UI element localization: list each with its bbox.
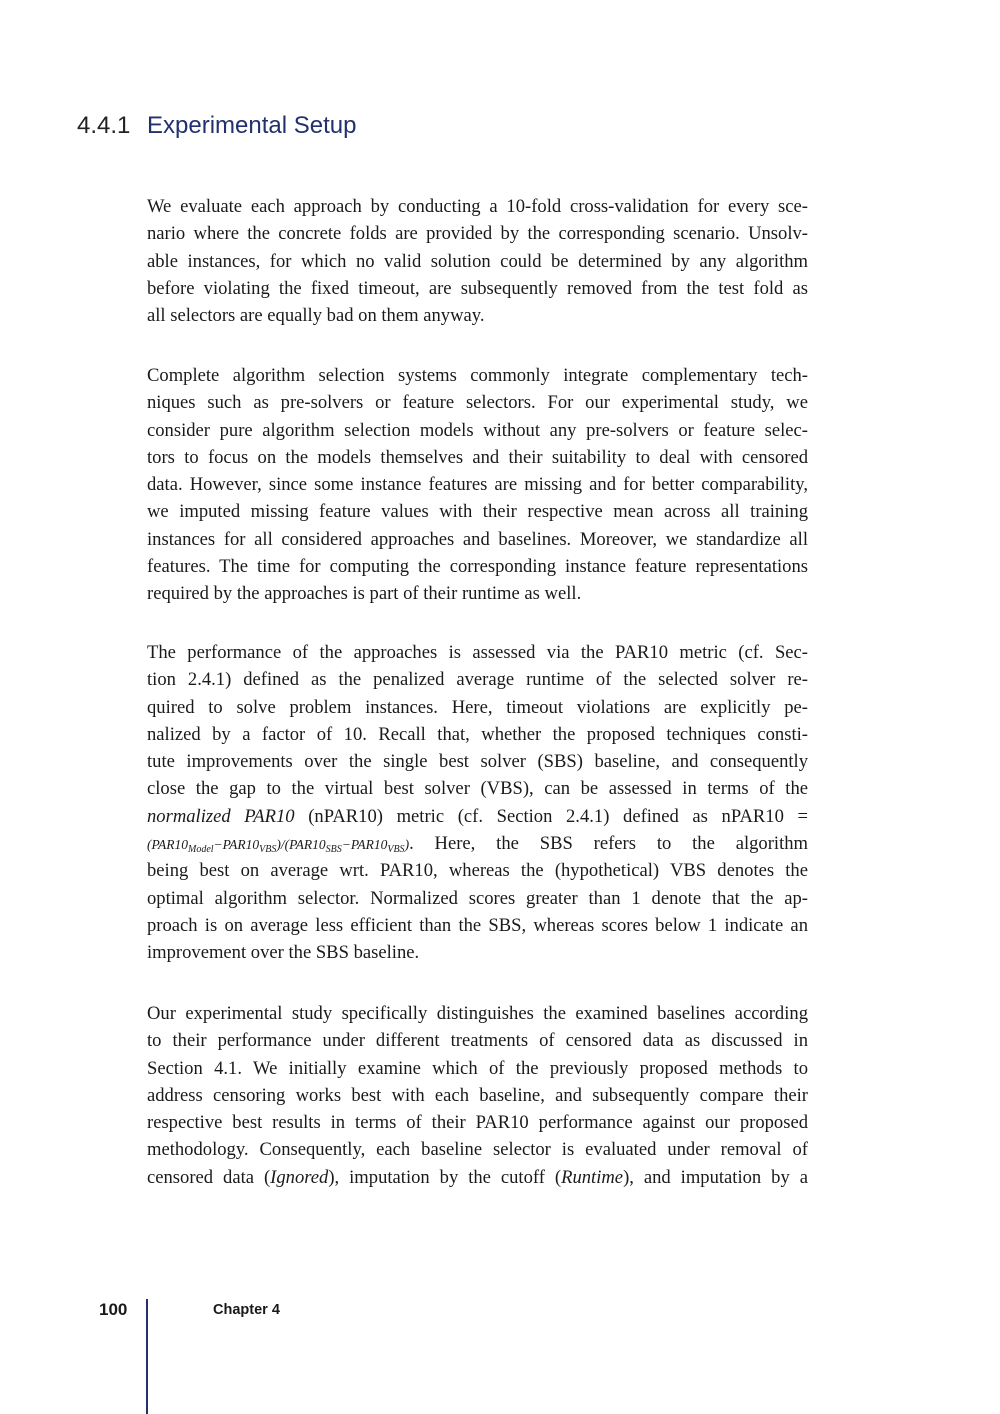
text-segment: before violating the fixed timeout, are subsequently removed from the test fold as (147, 277, 808, 299)
text-line (147, 1082, 808, 1109)
text-line (147, 248, 808, 275)
text-segment: instances for all considered approaches and baselines. Moreover, we standardize all (147, 528, 808, 550)
paragraph (147, 362, 808, 608)
chapter-label: Chapter 4 (213, 1302, 280, 1318)
text-segment: Our experimental study specifically distinguishes the examined baselines according (147, 1003, 808, 1024)
formula (147, 837, 410, 856)
text-segment: Complete algorithm selection systems commonly integrate complementary tech- (147, 365, 808, 386)
text-segment: address censoring works best with each baseline, and subsequently compare their (147, 1084, 808, 1106)
subscript: SBS (325, 844, 342, 856)
text-segment: able instances, for which no valid solution could be determined by any algorithm (147, 250, 808, 272)
text-line (147, 498, 808, 525)
text-line (147, 1136, 808, 1163)
text-line (147, 1000, 808, 1027)
text-line (147, 417, 808, 444)
text-line (147, 580, 808, 607)
text-segment: to their performance under different treatments of censored data as discussed in (147, 1030, 808, 1052)
text-line (147, 885, 808, 912)
text-segment: nalized by a factor of 10. Recall that, whether the proposed techniques consti- (147, 723, 808, 745)
paragraph (147, 1000, 808, 1191)
subscript: VBS (387, 844, 405, 856)
text-line (147, 444, 808, 471)
text-segment: tion 2.4.1) defined as the penalized average runtime of the selected solver re- (147, 669, 808, 691)
emphasis-text: normalized PAR10 (147, 805, 295, 827)
text-line (147, 526, 808, 553)
text-segment: required by the approaches is part of their runtime as well. (147, 583, 582, 605)
text-line (147, 748, 808, 775)
text-segment: −PAR10 (213, 837, 260, 853)
text-segment: features. The time for computing the corresponding instance feature representations (147, 556, 808, 578)
text-line (147, 775, 808, 802)
text-line (147, 1164, 808, 1191)
section-number: 4.4.1 (77, 112, 131, 139)
text-segment: close the gap to the virtual best solver (VBS), can be assessed in terms of the (147, 778, 808, 800)
text-segment: ), and imputation by a (623, 1166, 808, 1188)
text-segment: being best on average wrt. PAR10, whereas the (hypothetical) VBS denotes the (147, 860, 808, 882)
text-segment: data. However, since some instance features are missing and for better comparability, (147, 474, 808, 496)
text-segment: We evaluate each approach by conducting a 10-fold cross-validation for every sce- (147, 196, 808, 217)
text-segment: )/(PAR10 (276, 837, 326, 853)
text-segment: (PAR10 (147, 837, 188, 853)
text-segment: all selectors are equally bad on them anyway. (147, 305, 485, 327)
text-line (147, 275, 808, 302)
text-segment: tors to focus on the models themselves and their suitability to deal with censored (147, 446, 808, 468)
text-segment: methodology. Consequently, each baseline selector is evaluated under removal of (147, 1139, 808, 1161)
subscript: VBS (259, 844, 277, 856)
text-line (147, 1109, 808, 1136)
text-line (147, 912, 808, 939)
footer-divider (146, 1299, 148, 1414)
text-line (147, 666, 808, 693)
text-line (147, 471, 808, 498)
subscript: Model (188, 844, 214, 856)
text-line (147, 220, 808, 247)
emphasis-text: Ignored (270, 1166, 329, 1188)
text-line (147, 639, 808, 666)
text-segment: quired to solve problem instances. Here, timeout violations are explicitly pe- (147, 696, 808, 718)
text-segment: tute improvements over the single best solver (SBS) baseline, and consequently (147, 751, 808, 773)
text-segment: consider pure algorithm selection models without any pre-solvers or feature selec- (147, 419, 808, 441)
text-segment: (nPAR10) metric (cf. Section 2.4.1) defined as nPAR10 = (294, 805, 808, 827)
text-segment: we imputed missing feature values with their respective mean across all training (147, 501, 808, 523)
text-segment: The performance of the approaches is assessed via the PAR10 metric (cf. Sec- (147, 642, 808, 663)
text-line (147, 694, 808, 721)
text-line (147, 721, 808, 748)
text-segment: Section 4.1. We initially examine which of the previously proposed methods to (147, 1057, 808, 1079)
text-line (147, 193, 808, 220)
paragraph (147, 193, 808, 329)
text-segment: optimal algorithm selector. Normalized scores greater than 1 denote that the ap- (147, 887, 808, 909)
text-line (147, 1027, 808, 1054)
page-number: 100 (99, 1300, 128, 1319)
text-line (147, 939, 808, 966)
text-segment: censored data ( (147, 1166, 271, 1188)
text-line (147, 830, 808, 857)
text-line (147, 302, 808, 329)
text-segment: proach is on average less efficient than the SBS, whereas scores below 1 indicate an (147, 914, 808, 936)
text-line (147, 857, 808, 884)
text-segment: −PAR10 (341, 837, 388, 853)
section-heading (77, 112, 357, 140)
text-segment: . Here, the SBS refers to the algorithm (409, 833, 808, 855)
text-segment: ), imputation by the cutoff ( (328, 1166, 562, 1188)
text-line (147, 803, 808, 830)
text-line (147, 389, 808, 416)
section-title: Experimental Setup (147, 112, 357, 139)
text-segment: nario where the concrete folds are provided by the corresponding scenario. Unsolv- (147, 223, 808, 245)
text-segment: ) (404, 837, 410, 853)
text-line (147, 362, 808, 389)
emphasis-text: Runtime (561, 1166, 624, 1188)
text-segment: respective best results in terms of their PAR10 performance against our proposed (147, 1112, 808, 1134)
text-line (147, 1055, 808, 1082)
paragraph (147, 639, 808, 967)
text-segment: improvement over the SBS baseline. (147, 942, 420, 964)
text-line (147, 553, 808, 580)
text-segment: niques such as pre-solvers or feature selectors. For our experimental study, we (147, 392, 808, 414)
